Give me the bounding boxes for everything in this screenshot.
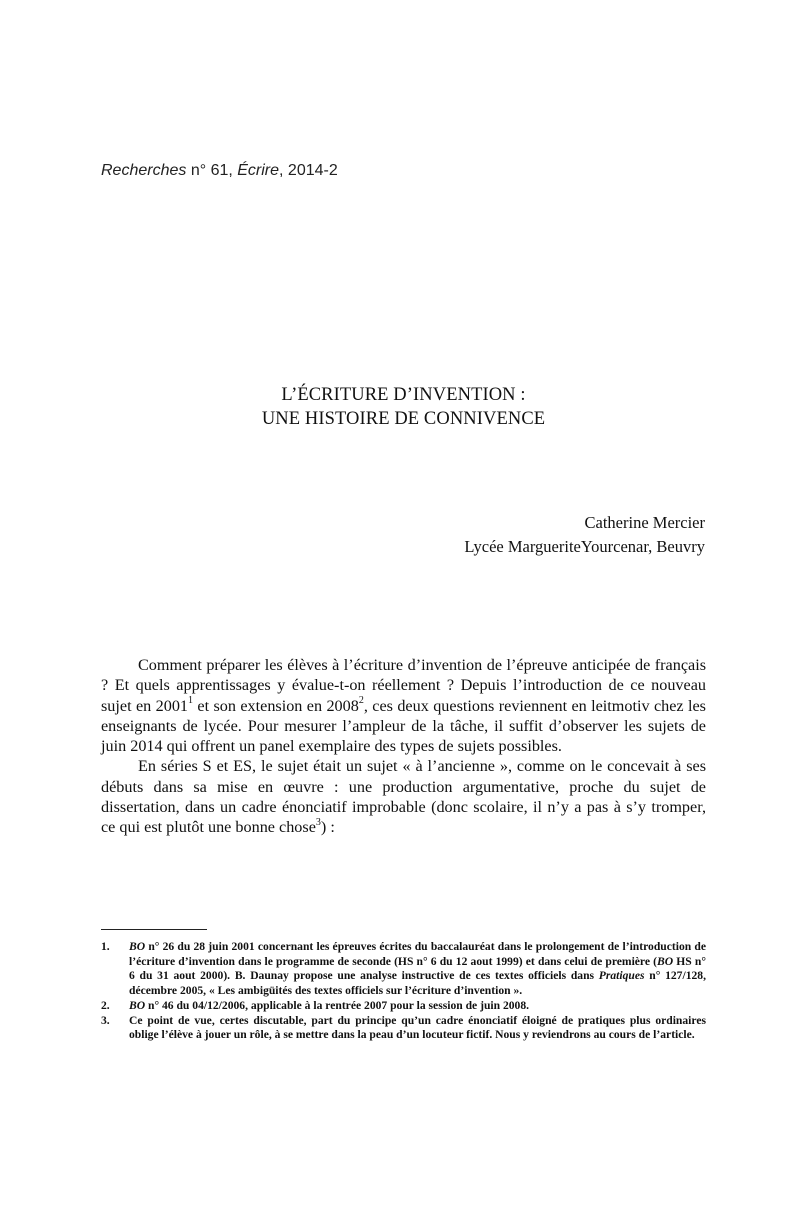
body-text	[101, 655, 706, 838]
article-title	[0, 383, 807, 431]
issue-number: n° 61,	[186, 162, 238, 179]
footnote-text	[129, 1014, 706, 1043]
footnote-text	[129, 940, 706, 999]
paragraph-1	[101, 655, 706, 756]
title-line-1: L’ÉCRITURE D’INVENTION :	[281, 385, 526, 405]
footnote-separator	[101, 929, 207, 930]
paragraph-2-text-a: En séries S et ES, le sujet était un sujet « à l’ancienne », comme on le concevait à ses débuts dans sa mise en œuvre : une production argumentative, proche du sujet de dissertation, dans un cadre énonciatif improbable (donc scolaire, il n’y a pas à s’y tromper, ce qui est plutôt une bonne chose	[101, 757, 706, 837]
footnote-1	[101, 940, 706, 999]
journal-name: Recherches	[101, 162, 187, 179]
issue-theme: Écrire	[237, 162, 280, 179]
footnote-segment: HS n° 6 du 31 aout 2000). B. Daunay propose une analyse instructive de ces textes officiels dans	[129, 954, 706, 983]
footnotes	[101, 940, 706, 1043]
footnote-italic: BO	[129, 998, 146, 1012]
byline	[464, 511, 705, 559]
footnote-ref-1[interactable]: 1	[188, 695, 194, 707]
title-line-2: UNE HISTOIRE DE CONNIVENCE	[261, 409, 546, 429]
footnote-segment: n° 26 du 28 juin 2001 concernant les épreuves écrites du baccalauréat dans le prolongement de l’introduction de l’écriture d’invention dans le programme de seconde (HS n° 6 du 12 aout 1999) et dans celui de première (	[129, 940, 706, 968]
footnote-ref-2[interactable]: 2	[358, 695, 364, 707]
footnote-italic: BO	[129, 940, 146, 953]
paragraph-1-text-b: et son extension en 2008	[193, 696, 359, 715]
author-name: Catherine Mercier	[584, 513, 705, 532]
footnote-segment: Ce point de vue, certes discutable, part du principe qu’un cadre énonciatif éloigné de pratiques plus ordinaires oblige l’élève à jouer un rôle, à se mettre dans la peau d’un locuteur fictif. Nous y reviendrons au cours de l’article.	[129, 1013, 706, 1042]
footnote-segment: n° 127/128, décembre 2005, « Les ambigüités des textes officiels sur l’écriture d’invention ».	[129, 969, 706, 998]
paragraph-1-text-a: Comment préparer les élèves à l’écriture d’invention de l’épreuve anticipée de français ? Et quels apprentissages y évalue-t-on réellement ? Depuis l’introduction de ce nouveau sujet en 2001	[101, 656, 706, 715]
footnote-ref-3[interactable]: 3	[315, 816, 321, 828]
footnote-3	[101, 1014, 706, 1043]
paragraph-1-text-c: , ces deux questions reviennent en leitmotiv chez les enseignants de lycée. Pour mesurer l’ampleur de la tâche, il suffit d’observer les sujets de juin 2014 qui offrent un panel exemplaire des types de sujets possibles.	[101, 696, 706, 756]
footnote-text	[129, 999, 706, 1014]
footnote-number: 3.	[101, 1013, 110, 1027]
issue-year: , 2014-2	[279, 162, 338, 179]
footnote-italic: BO	[657, 954, 674, 968]
footnote-italic: Pratiques	[598, 969, 645, 983]
paragraph-2	[101, 756, 706, 837]
running-head	[101, 162, 338, 180]
paragraph-2-text-b: ) :	[320, 818, 335, 837]
footnote-number: 1.	[101, 940, 110, 953]
footnote-segment: n° 46 du 04/12/2006, applicable à la rentrée 2007 pour la session de juin 2008.	[145, 998, 530, 1012]
footnote-2	[101, 999, 706, 1014]
author-affiliation: Lycée MargueriteYourcenar, Beuvry	[464, 537, 705, 556]
footnote-number: 2.	[101, 998, 110, 1012]
